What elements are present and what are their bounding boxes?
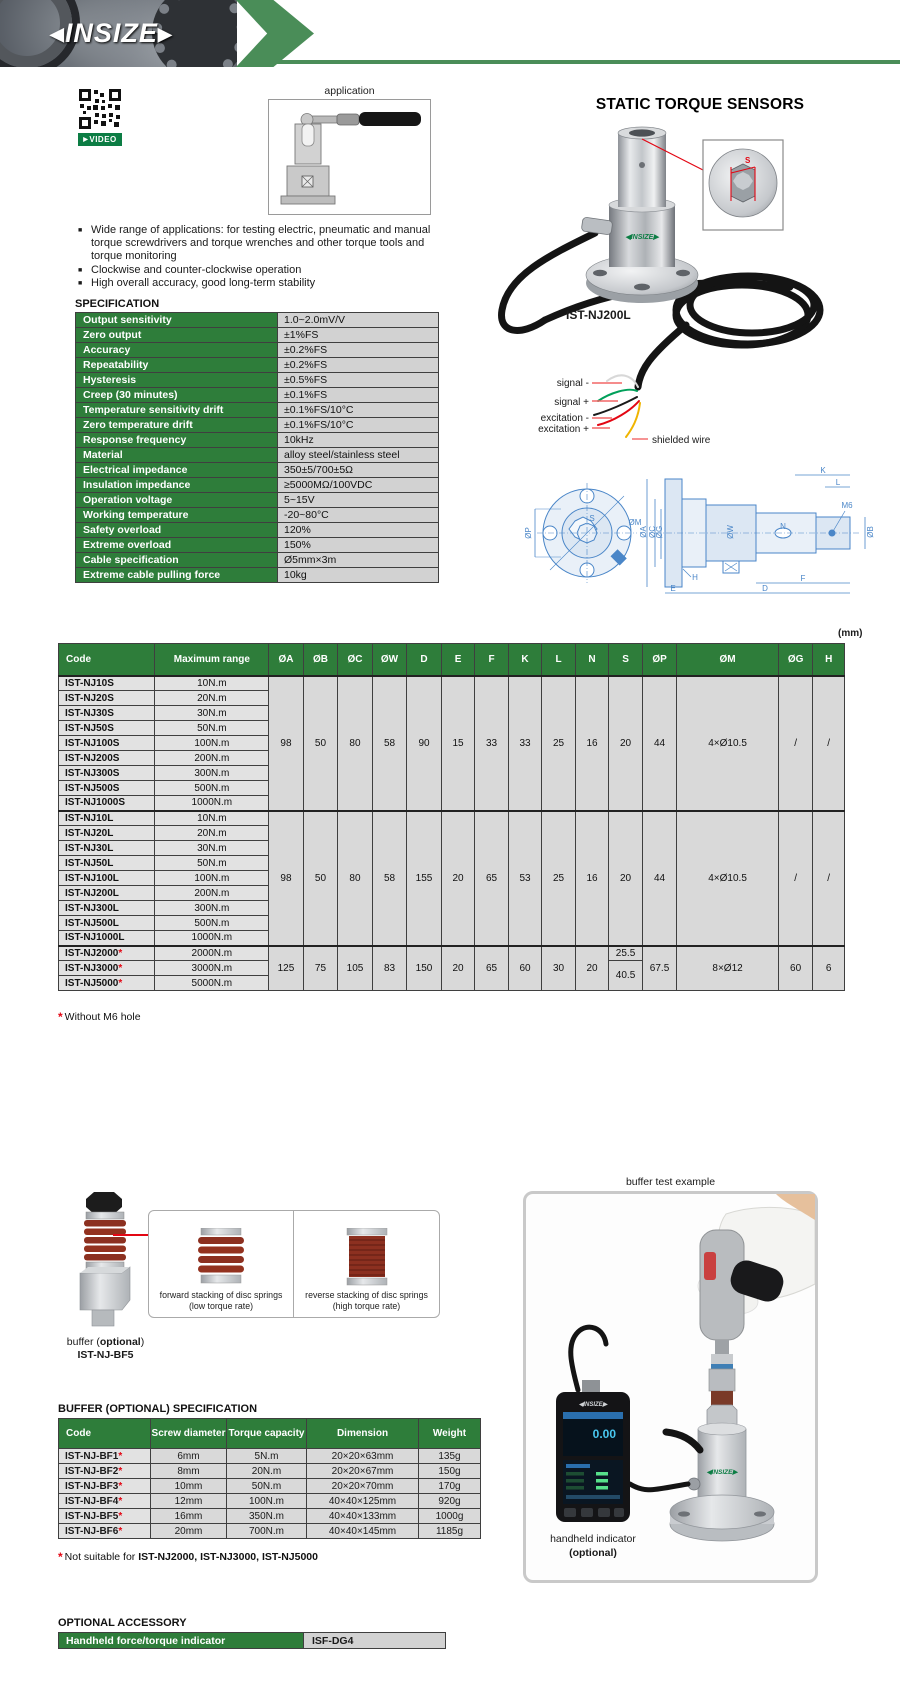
dim-label-ob: ØB (866, 526, 875, 538)
spec-row (76, 388, 439, 403)
buffer-value: 170g (419, 1479, 481, 1494)
spec-label: Cable specification (76, 553, 278, 568)
buffer-footnote: * Not suitable for IST-NJ2000, IST-NJ3000, IST-NJ5000 (58, 1550, 318, 1564)
model-code: IST-NJ100S (59, 736, 155, 751)
dim-value: 6 (813, 946, 845, 991)
spec-row (76, 418, 439, 433)
dim-value: 25 (542, 676, 576, 811)
spec-row (76, 568, 439, 583)
model-code: IST-NJ50L (59, 856, 155, 871)
wire-label: signal - (556, 378, 589, 389)
forward-spring-caption: forward stacking of disc springs (low torque rate) (159, 1290, 283, 1311)
buffer-code: IST-NJ-BF4* (59, 1494, 151, 1509)
spec-label: Temperature sensitivity drift (76, 403, 278, 418)
asterisk-icon: * (118, 1480, 123, 1492)
dim-header-cell: ØG (778, 644, 813, 676)
dim-value: 25 (542, 811, 576, 946)
svg-text:◀INSIZE▶: ◀INSIZE▶ (578, 1402, 608, 1408)
dim-header-cell: ØM (677, 644, 779, 676)
dim-value: 44 (642, 676, 677, 811)
spring-comparison-box (148, 1210, 440, 1318)
dim-value: / (813, 676, 845, 811)
spec-value: ±0.2%FS (278, 343, 439, 358)
buffer-value: 20mm (151, 1524, 227, 1539)
spec-label: Material (76, 448, 278, 463)
dim-row (59, 946, 845, 961)
model-range: 100N.m (155, 871, 269, 886)
indicator-label: handheld indicator (550, 1533, 636, 1545)
unit-label: (mm) (838, 628, 863, 639)
asterisk-icon: * (58, 1010, 63, 1024)
spec-row (76, 373, 439, 388)
product-model-label: IST-NJ200L (566, 308, 631, 322)
dim-header-cell: ØB (303, 644, 338, 676)
feature-list (78, 224, 453, 290)
model-code: IST-NJ1000S (59, 796, 155, 811)
dim-value: 105 (338, 946, 373, 991)
asterisk-icon: * (58, 1550, 63, 1564)
spec-label: Zero output (76, 328, 278, 343)
spec-row (76, 493, 439, 508)
dim-label-m6: M6 (841, 501, 853, 510)
dim-label-l: L (835, 478, 841, 487)
dim-value: 20 (441, 811, 475, 946)
spec-row (76, 358, 439, 373)
dim-header-cell: ØW (372, 644, 407, 676)
dim-label-og: ØG (655, 525, 664, 539)
buffer-row (59, 1479, 481, 1494)
buffer-row (59, 1464, 481, 1479)
spec-value: ±0.1%FS/10°C (278, 403, 439, 418)
model-range: 100N.m (155, 736, 269, 751)
dim-value: 16 (575, 811, 609, 946)
technical-drawing (495, 465, 885, 600)
dim-label-om: ØM (628, 518, 642, 527)
dim-value: 80 (338, 676, 373, 811)
dim-value: 20 (609, 676, 643, 811)
model-range: 5000N.m (155, 976, 269, 991)
model-range: 200N.m (155, 751, 269, 766)
spec-label: Safety overload (76, 523, 278, 538)
dim-value: 20 (575, 946, 609, 991)
buffer-value: 100N.m (227, 1494, 307, 1509)
model-code: IST-NJ500L (59, 916, 155, 931)
model-range: 1000N.m (155, 931, 269, 946)
spec-value: ≥5000MΩ/100VDC (278, 478, 439, 493)
asterisk-icon: * (118, 1510, 123, 1522)
model-code: IST-NJ1000L (59, 931, 155, 946)
application-label: application (324, 85, 375, 97)
dim-value: 98 (269, 676, 304, 811)
dim-header-cell: E (441, 644, 475, 676)
optional-accessory-title: OPTIONAL ACCESSORY (58, 1617, 187, 1629)
feature-item: ■ High overall accuracy, good long-term stability (78, 277, 453, 290)
feature-item: ■ Clockwise and counter-clockwise operation (78, 264, 453, 277)
model-range: 300N.m (155, 901, 269, 916)
model-code: IST-NJ500S (59, 781, 155, 796)
video-badge[interactable] (78, 133, 122, 146)
buffer-header-cell: Weight (419, 1419, 481, 1449)
wire-label: signal + (554, 397, 589, 408)
dim-value: / (778, 811, 813, 946)
inset-s-label: S (745, 156, 751, 165)
header-green-line (255, 60, 900, 64)
asterisk-icon: * (118, 1495, 123, 1507)
spec-row (76, 523, 439, 538)
asterisk-icon: * (118, 1465, 123, 1477)
buffer-header-cell: Torque capacity (227, 1419, 307, 1449)
buffer-value: 5N.m (227, 1449, 307, 1464)
feature-item: ■ Wide range of applications: for testing electric, pneumatic and manual torque screwdrivers and torque wrenches and other torque tools and torque monitoring (78, 224, 453, 264)
dim-value: 16 (575, 676, 609, 811)
model-range: 10N.m (155, 676, 269, 691)
video-label: VIDEO (89, 135, 117, 144)
model-range: 20N.m (155, 691, 269, 706)
insize-logo (50, 18, 173, 49)
model-code: IST-NJ20L (59, 826, 155, 841)
dim-label-e: E (670, 584, 676, 593)
qr-code-block[interactable] (78, 88, 122, 146)
spec-value: ±0.1%FS/10°C (278, 418, 439, 433)
buffer-value: 20×20×70mm (307, 1479, 419, 1494)
dim-value: 50 (303, 676, 338, 811)
dim-header-cell: H (813, 644, 845, 676)
spec-row (76, 538, 439, 553)
model-range: 200N.m (155, 886, 269, 901)
spec-value: 10kHz (278, 433, 439, 448)
buffer-code: IST-NJ-BF5* (59, 1509, 151, 1524)
dim-value: 25.5 (609, 946, 643, 961)
buffer-label: buffer (optional) IST-NJ-BF5 (38, 1336, 173, 1362)
asterisk-icon: * (118, 962, 123, 974)
model-code: IST-NJ300L (59, 901, 155, 916)
dim-header-cell: Code (59, 644, 155, 676)
dim-label-k: K (820, 466, 826, 475)
dim-value: 67.5 (642, 946, 677, 991)
spec-label: Repeatability (76, 358, 278, 373)
dim-value: 40.5 (609, 961, 643, 991)
optional-accessory-table (58, 1632, 446, 1649)
dim-label-n: N (780, 522, 786, 531)
buffer-header-cell: Code (59, 1419, 151, 1449)
model-range: 500N.m (155, 781, 269, 796)
buffer-row (59, 1524, 481, 1539)
forward-spring-panel (149, 1211, 294, 1317)
dim-value: 4×Ø10.5 (677, 676, 779, 811)
dim-header-cell: N (575, 644, 609, 676)
model-code: IST-NJ10L (59, 811, 155, 826)
spec-value: ±0.5%FS (278, 373, 439, 388)
spec-label: Output sensitivity (76, 313, 278, 328)
buffer-value: 1185g (419, 1524, 481, 1539)
buffer-code: IST-NJ-BF1* (59, 1449, 151, 1464)
dim-value: 20 (609, 811, 643, 946)
spec-row (76, 403, 439, 418)
spec-row (76, 328, 439, 343)
buffer-code: IST-NJ-BF6* (59, 1524, 151, 1539)
spec-value: ±1%FS (278, 328, 439, 343)
spec-value: ±0.2%FS (278, 358, 439, 373)
spec-label: Response frequency (76, 433, 278, 448)
spec-row (76, 433, 439, 448)
dim-value: 33 (475, 676, 509, 811)
buffer-value: 700N.m (227, 1524, 307, 1539)
model-range: 300N.m (155, 766, 269, 781)
buffer-header-cell: Dimension (307, 1419, 419, 1449)
dim-value: 83 (372, 946, 407, 991)
dim-header-cell: ØA (269, 644, 304, 676)
dim-header-cell: S (609, 644, 643, 676)
spec-label: Extreme overload (76, 538, 278, 553)
buffer-header-cell: Screw diameter (151, 1419, 227, 1449)
page-title: STATIC TORQUE SENSORS (595, 96, 805, 113)
product-photo (490, 115, 890, 460)
brand-name: INSIZE (64, 18, 158, 48)
dim-label-op: ØP (524, 527, 533, 539)
dim-value: 90 (407, 676, 442, 811)
model-range: 2000N.m (155, 946, 269, 961)
spec-label: Zero temperature drift (76, 418, 278, 433)
reverse-spring-panel (294, 1211, 439, 1317)
dim-header-cell: ØP (642, 644, 677, 676)
svg-text:◀INSIZE▶: ◀INSIZE▶ (706, 1469, 738, 1476)
dim-value: 4×Ø10.5 (677, 811, 779, 946)
qr-code-icon (78, 88, 122, 130)
reverse-spring-caption: reverse stacking of disc springs (high torque rate) (305, 1290, 428, 1311)
dim-row (59, 811, 845, 826)
buffer-code: IST-NJ-BF3* (59, 1479, 151, 1494)
dim-label-oa: ØA (639, 526, 648, 538)
model-code: IST-NJ10S (59, 676, 155, 691)
model-range: 30N.m (155, 706, 269, 721)
spec-value: 5~15V (278, 493, 439, 508)
dim-label-s: S (589, 514, 595, 523)
spec-value: 1.0~2.0mV/V (278, 313, 439, 328)
buffer-photo (62, 1188, 148, 1328)
buffer-value: 16mm (151, 1509, 227, 1524)
buffer-value: 40×40×133mm (307, 1509, 419, 1524)
dim-header-cell: F (475, 644, 509, 676)
buffer-value: 350N.m (227, 1509, 307, 1524)
model-range: 1000N.m (155, 796, 269, 811)
dim-header-cell: ØC (338, 644, 373, 676)
wire-label: excitation - (540, 413, 589, 424)
model-range: 500N.m (155, 916, 269, 931)
spec-label: Operation voltage (76, 493, 278, 508)
dim-value: 65 (475, 811, 509, 946)
buffer-row (59, 1494, 481, 1509)
buffer-value: 20×20×63mm (307, 1449, 419, 1464)
dim-header-cell: D (407, 644, 442, 676)
buffer-row (59, 1449, 481, 1464)
buffer-value: 50N.m (227, 1479, 307, 1494)
model-code: IST-NJ50S (59, 721, 155, 736)
logo-left-arrow-icon: ◀ (50, 24, 65, 44)
buffer-value: 920g (419, 1494, 481, 1509)
shielded-wire-label: shielded wire (652, 435, 711, 446)
buffer-value: 1000g (419, 1509, 481, 1524)
buffer-row (59, 1509, 481, 1524)
test-example-title: buffer test example (625, 1176, 716, 1188)
buffer-code: IST-NJ-BF5 (77, 1349, 134, 1361)
application-diagram (268, 99, 431, 215)
buffer-value: 135g (419, 1449, 481, 1464)
dim-value: 125 (269, 946, 304, 991)
spec-value: 350±5/700±5Ω (278, 463, 439, 478)
dim-label-f: F (800, 574, 806, 583)
buffer-code: IST-NJ-BF2* (59, 1464, 151, 1479)
dim-value: 58 (372, 676, 407, 811)
test-example-photo (523, 1191, 818, 1583)
specification-table (75, 312, 439, 583)
spec-row (76, 553, 439, 568)
svg-text:◀INSIZE▶: ◀INSIZE▶ (625, 234, 659, 241)
spec-label: Working temperature (76, 508, 278, 523)
spec-value: Ø5mm×3m (278, 553, 439, 568)
model-range: 50N.m (155, 856, 269, 871)
spec-value: 150% (278, 538, 439, 553)
spec-value: 120% (278, 523, 439, 538)
dim-value: 44 (642, 811, 677, 946)
dim-label-oc: ØC (648, 526, 657, 538)
dimension-table (58, 643, 845, 991)
dim-value: 98 (269, 811, 304, 946)
spec-row (76, 508, 439, 523)
video-play-icon: ▶ (83, 137, 89, 143)
buffer-value: 40×40×145mm (307, 1524, 419, 1539)
dim-value: 8×Ø12 (677, 946, 779, 991)
dim-label-h: H (692, 573, 698, 582)
indicator-label-2: (optional) (569, 1547, 617, 1559)
dim-header-cell: Maximum range (155, 644, 269, 676)
reverse-spring-image (343, 1228, 391, 1286)
model-code: IST-NJ2000* (59, 946, 155, 961)
spec-row (76, 343, 439, 358)
dim-value: 65 (475, 946, 509, 991)
model-range: 3000N.m (155, 961, 269, 976)
spec-label: Electrical impedance (76, 463, 278, 478)
model-code: IST-NJ3000* (59, 961, 155, 976)
dim-value: 15 (441, 676, 475, 811)
dim-header-cell: K (508, 644, 542, 676)
accessory-value: ISF-DG4 (304, 1633, 446, 1649)
dim-value: 33 (508, 676, 542, 811)
buffer-value: 20N.m (227, 1464, 307, 1479)
forward-spring-image (195, 1228, 247, 1286)
header-green-chevron (236, 0, 314, 67)
spec-value: ±0.1%FS (278, 388, 439, 403)
buffer-spec-title: BUFFER (OPTIONAL) SPECIFICATION (58, 1403, 258, 1415)
dim-value: 155 (407, 811, 442, 946)
dim-value: 53 (508, 811, 542, 946)
header-machinery-photo (0, 0, 237, 67)
logo-right-arrow-icon: ▶ (157, 24, 173, 44)
dim-header-cell: L (542, 644, 576, 676)
dim-row (59, 676, 845, 691)
model-code: IST-NJ200L (59, 886, 155, 901)
dim-value: 75 (303, 946, 338, 991)
model-code: IST-NJ100L (59, 871, 155, 886)
dim-value: / (813, 811, 845, 946)
specification-title: SPECIFICATION (75, 298, 160, 310)
buffer-leader-line (113, 1234, 149, 1236)
model-code: IST-NJ30S (59, 706, 155, 721)
model-range: 30N.m (155, 841, 269, 856)
dim-label-d: D (762, 584, 768, 593)
asterisk-icon: * (118, 1450, 123, 1462)
buffer-value: 40×40×125mm (307, 1494, 419, 1509)
model-code: IST-NJ30L (59, 841, 155, 856)
dim-label-ow: ØW (726, 525, 735, 539)
wire-label: excitation + (538, 424, 589, 435)
spec-value: 10kg (278, 568, 439, 583)
dim-value: 60 (778, 946, 813, 991)
dim-value: 20 (441, 946, 475, 991)
dim-value: 150 (407, 946, 442, 991)
model-code: IST-NJ300S (59, 766, 155, 781)
buffer-value: 20×20×67mm (307, 1464, 419, 1479)
spec-row (76, 448, 439, 463)
buffer-spec-table (58, 1418, 481, 1539)
dim-value: 80 (338, 811, 373, 946)
spec-value: alloy steel/stainless steel (278, 448, 439, 463)
spec-label: Insulation impedance (76, 478, 278, 493)
spec-row (76, 478, 439, 493)
spec-row (76, 313, 439, 328)
dim-value: / (778, 676, 813, 811)
model-range: 50N.m (155, 721, 269, 736)
spec-label: Hysteresis (76, 373, 278, 388)
dim-value: 58 (372, 811, 407, 946)
buffer-value: 12mm (151, 1494, 227, 1509)
buffer-value: 10mm (151, 1479, 227, 1494)
model-code: IST-NJ20S (59, 691, 155, 706)
spec-label: Creep (30 minutes) (76, 388, 278, 403)
model-range: 10N.m (155, 811, 269, 826)
model-code: IST-NJ5000* (59, 976, 155, 991)
dim-value: 50 (303, 811, 338, 946)
dim-value: 60 (508, 946, 542, 991)
asterisk-icon: * (118, 1525, 123, 1537)
buffer-value: 8mm (151, 1464, 227, 1479)
spec-label: Extreme cable pulling force (76, 568, 278, 583)
asterisk-icon: * (118, 947, 123, 959)
buffer-value: 6mm (151, 1449, 227, 1464)
spec-label: Accuracy (76, 343, 278, 358)
dim-footnote: * Without M6 hole (58, 1010, 141, 1024)
indicator-display-value: 0.00 (592, 1427, 616, 1441)
asterisk-icon: * (118, 977, 123, 989)
buffer-value: 150g (419, 1464, 481, 1479)
dim-value: 30 (542, 946, 576, 991)
model-code: IST-NJ200S (59, 751, 155, 766)
spec-row (76, 463, 439, 478)
model-range: 20N.m (155, 826, 269, 841)
spec-value: -20~80°C (278, 508, 439, 523)
accessory-label: Handheld force/torque indicator (59, 1633, 304, 1649)
